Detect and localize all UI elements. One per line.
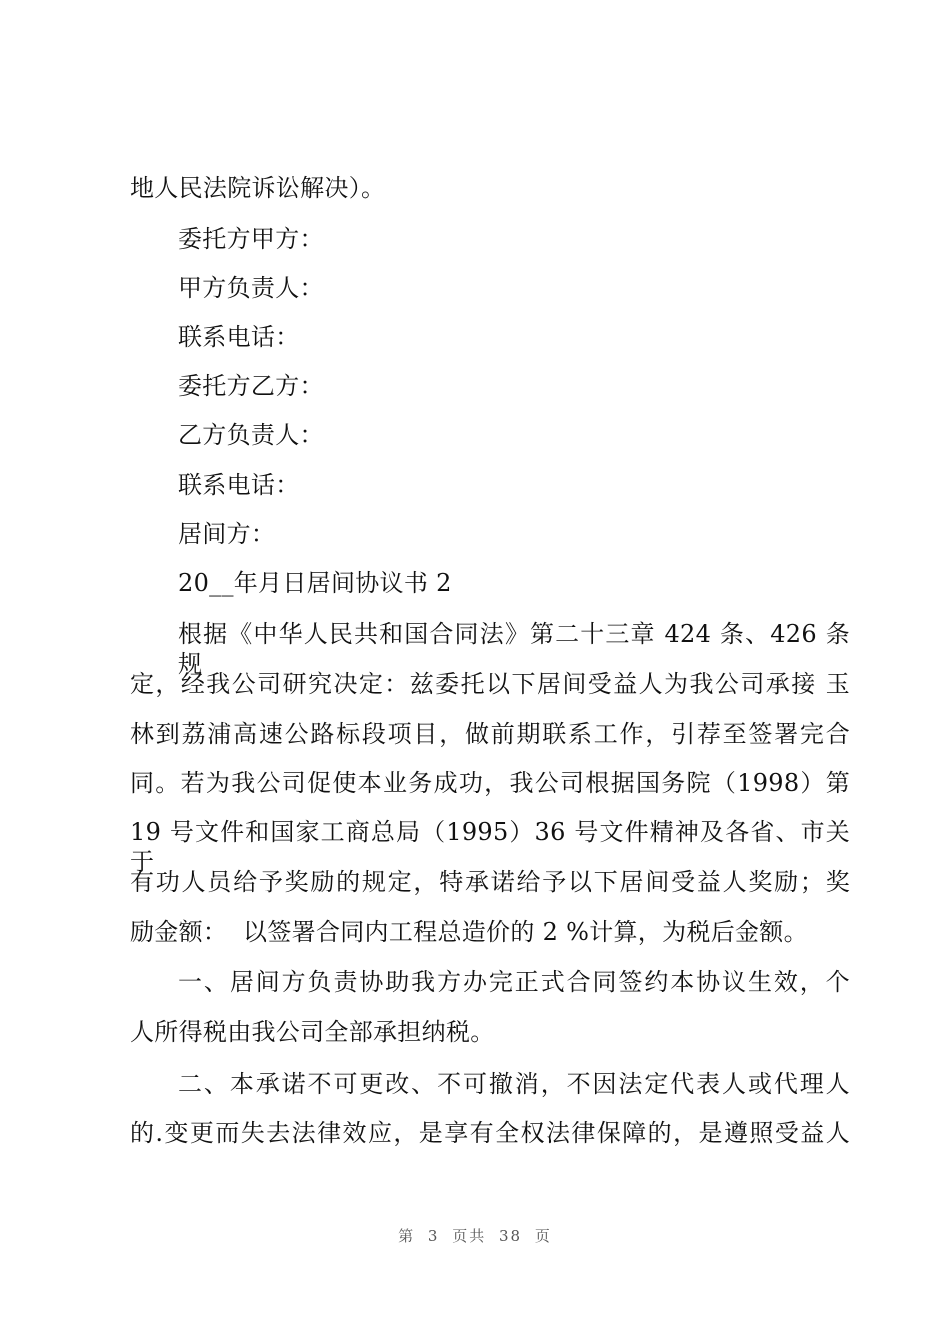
- text-line: 定，经我公司研究决定：兹委托以下居间受益人为我公司承接 玉: [130, 670, 850, 698]
- text-line: 根据《中华人民共和国合同法》第二十三章 424 条、426 条规: [178, 620, 850, 678]
- text-line: 联系电话：: [178, 471, 300, 499]
- text-line: 励金额： 以签署合同内工程总造价的 2 %计算，为税后金额。: [130, 918, 808, 946]
- text-line: 乙方负责人：: [178, 421, 324, 449]
- text-line: 人所得税由我公司全部承担纳税。: [130, 1018, 495, 1046]
- text-line: 有功人员给予奖励的规定，特承诺给予以下居间受益人奖励；奖: [130, 868, 850, 896]
- text-line: 的.变更而失去法律效应，是享有全权法律保障的，是遵照受益人: [130, 1119, 850, 1147]
- text-line: 同。若为我公司促使本业务成功，我公司根据国务院（1998）第: [130, 769, 850, 797]
- text-line: 19 号文件和国家工商总局（1995）36 号文件精神及各省、市关于: [130, 818, 850, 876]
- text-line: 居间方：: [178, 520, 276, 548]
- page-number-footer: 第 3 页共 38 页: [398, 1227, 552, 1245]
- text-line: 委托方乙方：: [178, 372, 324, 400]
- document-heading: 20__年月日居间协议书 2: [178, 569, 452, 597]
- text-line: 委托方甲方：: [178, 225, 324, 253]
- text-line: 甲方负责人：: [178, 274, 324, 302]
- text-line: 联系电话：: [178, 323, 300, 351]
- text-line: 二、本承诺不可更改、不可撤消，不因法定代表人或代理人: [178, 1070, 850, 1098]
- text-line: 地人民法院诉讼解决）。: [130, 174, 386, 202]
- text-line: 一、居间方负责协助我方办完正式合同签约本协议生效，个: [178, 968, 850, 996]
- text-line: 林到荔浦高速公路标段项目，做前期联系工作，引荐至签署完合: [130, 720, 850, 748]
